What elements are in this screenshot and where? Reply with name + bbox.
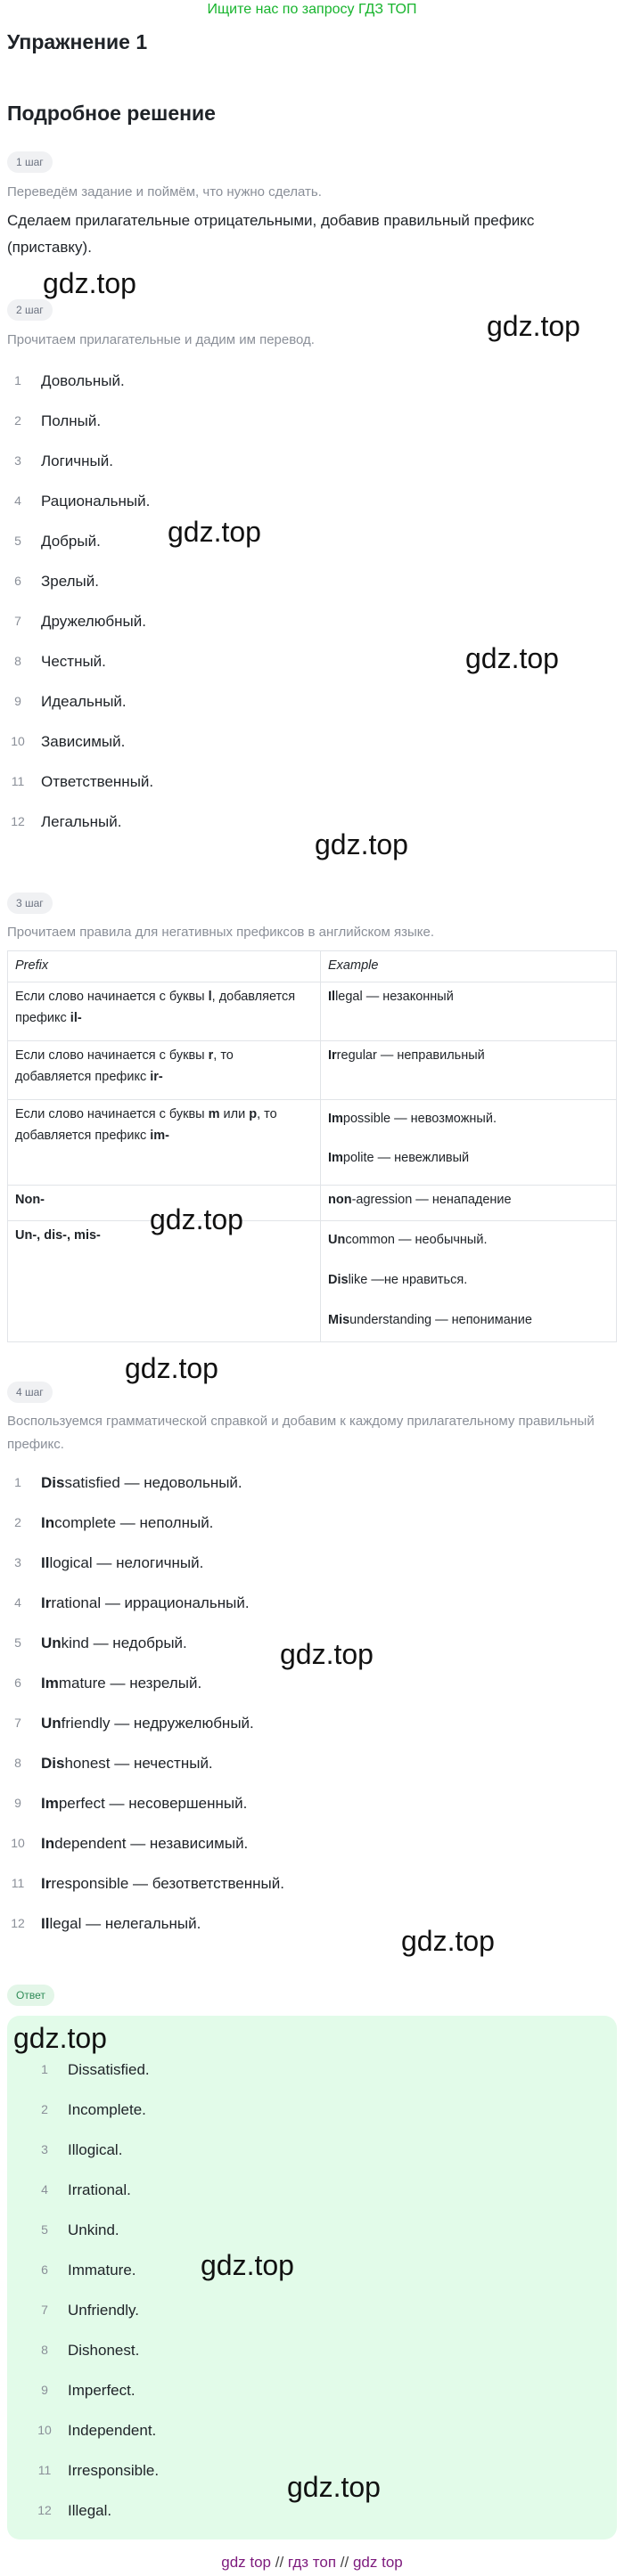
list-item-number: 1: [14, 1475, 21, 1489]
list-item-text: Зрелый.: [41, 573, 99, 590]
step1-intro: Переведём задание и поймём, что нужно сделать.: [7, 184, 322, 200]
list-item-number: 3: [41, 2142, 48, 2156]
table-header-example: Example: [321, 951, 617, 982]
list-item-text: Легальный.: [41, 813, 122, 830]
table-cell-example-non: non-agression — ненападение: [321, 1186, 617, 1221]
list-item-number: 10: [37, 2423, 52, 2437]
list-item: [7, 1823, 613, 1863]
list-item: [7, 1903, 613, 1944]
list-item: [34, 2130, 604, 2170]
watermark: gdz.top: [280, 1638, 374, 1670]
list-item: [34, 2250, 604, 2290]
step1-text: Сделаем прилагательные отрицательными, добавив правильный префикс (приставку).: [7, 212, 535, 256]
list-item: [7, 1783, 613, 1823]
table-cell-example-un: Uncommon — необычный. Dislike —не нравиться. Misunderstanding — непонимание: [321, 1221, 617, 1342]
list-item-number: 10: [11, 1836, 25, 1850]
prefix-text: Un: [41, 1634, 62, 1651]
watermark: gdz.top: [315, 828, 408, 860]
answer-badge: Ответ: [7, 1985, 54, 2006]
list-item-text: satisfied — недовольный.: [64, 1474, 242, 1491]
list-item-number: 8: [41, 2343, 48, 2357]
list-item-text: Довольный.: [41, 372, 125, 389]
list-item: [34, 2290, 604, 2330]
prefix-text: Il: [41, 1915, 50, 1932]
table-cell-rule-im: Если слово начинается с буквы m или p, то добавляется префикс im-: [8, 1100, 321, 1186]
list-item-text: rational — иррациональный.: [51, 1594, 250, 1611]
list-item-number: 4: [14, 493, 21, 508]
prefix-text: Il: [41, 1554, 50, 1571]
list-item-text: Рациональный.: [41, 493, 151, 509]
list-item-text: Imperfect.: [68, 2382, 135, 2399]
list-item: [7, 681, 613, 721]
step-badge-3: 3 шаг: [7, 893, 53, 914]
watermark: gdz.top: [150, 1203, 243, 1235]
table-cell-example-ir: Irregular — неправильный: [321, 1041, 617, 1100]
list-item-text: Dissatisfied.: [68, 2061, 150, 2078]
watermark: gdz.top: [201, 2249, 294, 2281]
list-item-number: 7: [14, 614, 21, 628]
list-item-text: Ответственный.: [41, 773, 154, 790]
list-item-number: 5: [14, 1635, 21, 1650]
list-item-text: Immature.: [68, 2262, 136, 2278]
step2-intro: Прочитаем прилагательные и дадим им перевод.: [7, 332, 315, 347]
list-item: [7, 561, 613, 601]
list-item: [7, 521, 613, 561]
table-cell-rule-il: Если слово начинается с буквы l, добавляется префикс il-: [8, 982, 321, 1041]
table-cell-rule-ir: Если слово начинается с буквы r, то добавляется префикс ir-: [8, 1041, 321, 1100]
prefix-text: Im: [41, 1675, 59, 1692]
list-item-text: friendly — недружелюбный.: [61, 1715, 254, 1732]
watermark: gdz.top: [43, 267, 136, 299]
prefix-text: Ir: [41, 1594, 52, 1611]
list-item-number: 9: [41, 2383, 48, 2397]
list-item-number: 1: [41, 2062, 48, 2076]
exercise-title: Упражнение 1: [7, 30, 148, 53]
answer-list: [34, 2050, 604, 2531]
list-item-number: 6: [14, 1675, 21, 1690]
list-item-text: Честный.: [41, 653, 106, 670]
solution-title: Подробное решение: [7, 102, 216, 125]
watermark: gdz.top: [168, 516, 261, 548]
list-item-text: Illogical.: [68, 2141, 123, 2158]
list-item: [34, 2050, 604, 2090]
table-cell-example-im: Impossible — невозможный. Impolite — невежливый: [321, 1100, 617, 1186]
watermark: gdz.top: [287, 2471, 381, 2503]
list-item-text: Добрый.: [41, 533, 101, 550]
list-item: [7, 1863, 613, 1903]
list-item-number: 11: [11, 1876, 25, 1890]
list-item-text: mature — незрелый.: [58, 1675, 202, 1692]
list-item-text: Unkind.: [68, 2221, 119, 2238]
list-item-number: 2: [14, 413, 21, 428]
prefix-text: Dis: [41, 1755, 65, 1772]
watermark: gdz.top: [401, 1925, 495, 1957]
list-item: [7, 802, 613, 842]
list-item: [7, 441, 613, 481]
list-item: [34, 2210, 604, 2250]
list-item-text: Полный.: [41, 412, 102, 429]
list-item-number: 10: [11, 734, 25, 748]
footer-link-1[interactable]: gdz top: [221, 2554, 272, 2571]
list-item: [7, 762, 613, 802]
list-item-number: 5: [41, 2222, 48, 2237]
list-item: [7, 401, 613, 441]
list-item-text: kind — недобрый.: [61, 1634, 187, 1651]
list-item-text: Дружелюбный.: [41, 613, 146, 630]
list-item: [7, 1583, 613, 1623]
list-item-number: 8: [14, 654, 21, 668]
step-badge-2: 2 шаг: [7, 299, 53, 321]
list-item-text: perfect — несовершенный.: [58, 1795, 248, 1812]
list-item: [34, 2410, 604, 2450]
list-item: [7, 1543, 613, 1583]
watermark: gdz.top: [465, 642, 559, 674]
list-item-text: Illegal.: [68, 2502, 112, 2519]
footer-link-3[interactable]: gdz top: [352, 2554, 403, 2571]
table-cell-example-il: Illegal — незаконный: [321, 982, 617, 1041]
list-item-text: dependent — независимый.: [54, 1835, 249, 1852]
list-item: [7, 361, 613, 401]
list-item-number: 6: [41, 2262, 48, 2277]
list-item-number: 12: [11, 814, 25, 828]
list-item-number: 11: [11, 774, 25, 788]
list-item-text: Irresponsible.: [68, 2462, 160, 2479]
list-item-text: Irrational.: [68, 2181, 131, 2198]
list-item-number: 7: [41, 2303, 48, 2317]
list-item-number: 7: [14, 1716, 21, 1730]
top-banner: Ищите нас по запросу ГДЗ ТОП: [207, 2, 417, 17]
list-item-number: 4: [14, 1595, 21, 1610]
list-item: [7, 1703, 613, 1743]
list-item-number: 4: [41, 2182, 48, 2197]
list-item: [7, 1463, 613, 1503]
list-item: [7, 481, 613, 521]
list-item-text: responsible — безответственный.: [51, 1875, 284, 1892]
list-item-number: 2: [41, 2102, 48, 2116]
list-item: [7, 601, 613, 641]
table-cell-rule-un: Un-, dis-, mis-: [8, 1221, 321, 1342]
prefix-text: Ir: [41, 1875, 52, 1892]
list-item-text: honest — нечестный.: [64, 1755, 213, 1772]
prefix-text: Un: [41, 1715, 62, 1732]
watermark: gdz.top: [13, 2022, 107, 2054]
watermark: gdz.top: [125, 1352, 218, 1384]
list-item-number: 8: [14, 1756, 21, 1770]
footer-links: gdz top // гдз топ // gdz top: [221, 2554, 403, 2571]
list-item-text: Independent.: [68, 2422, 157, 2439]
list-item-text: legal — нелегальный.: [49, 1915, 201, 1932]
list-item: [34, 2370, 604, 2410]
step4-list: [7, 1463, 613, 1944]
prefix-text: Dis: [41, 1474, 65, 1491]
list-item-number: 12: [37, 2503, 52, 2517]
list-item-text: Incomplete.: [68, 2101, 146, 2118]
list-item-text: Unfriendly.: [68, 2302, 139, 2319]
watermark: gdz.top: [487, 310, 580, 342]
list-item: [34, 2090, 604, 2130]
list-item-text: Идеальный.: [41, 693, 127, 710]
step-badge-1: 1 шаг: [7, 151, 53, 173]
list-item-number: 9: [14, 1796, 21, 1810]
list-item-number: 3: [14, 1555, 21, 1569]
list-item-text: Dishonest.: [68, 2342, 140, 2359]
list-item-number: 3: [14, 453, 21, 468]
list-item-text: Логичный.: [41, 452, 113, 469]
list-item: [7, 721, 613, 762]
prefix-text: In: [41, 1835, 55, 1852]
list-item-text: complete — неполный.: [54, 1514, 214, 1531]
list-item-number: 9: [14, 694, 21, 708]
step4-intro: Воспользуемся грамматической справкой и добавим к каждому прилагательному правильный префикс.: [7, 1414, 595, 1452]
prefix-rules-table: [7, 950, 617, 1342]
list-item-number: 2: [14, 1515, 21, 1529]
list-item: [7, 1743, 613, 1783]
step-badge-4: 4 шаг: [7, 1382, 53, 1403]
list-item-number: 12: [11, 1916, 25, 1930]
list-item: [34, 2330, 604, 2370]
step3-intro: Прочитаем правила для негативных префиксов в английском языке.: [7, 925, 435, 940]
prefix-text: Im: [41, 1795, 59, 1812]
table-header-prefix: Prefix: [8, 951, 321, 982]
list-item-number: 1: [14, 373, 21, 387]
list-item-number: 5: [14, 534, 21, 548]
footer-link-2[interactable]: гдз топ: [287, 2554, 337, 2571]
list-item: [7, 1503, 613, 1543]
list-item-number: 11: [37, 2463, 52, 2477]
table-cell-rule-non: Non-: [8, 1186, 321, 1221]
list-item-text: Зависимый.: [41, 733, 126, 750]
list-item: [34, 2170, 604, 2210]
step2-list: [7, 361, 613, 842]
prefix-text: In: [41, 1514, 55, 1531]
list-item-number: 6: [14, 574, 21, 588]
list-item-text: logical — нелогичный.: [49, 1554, 204, 1571]
